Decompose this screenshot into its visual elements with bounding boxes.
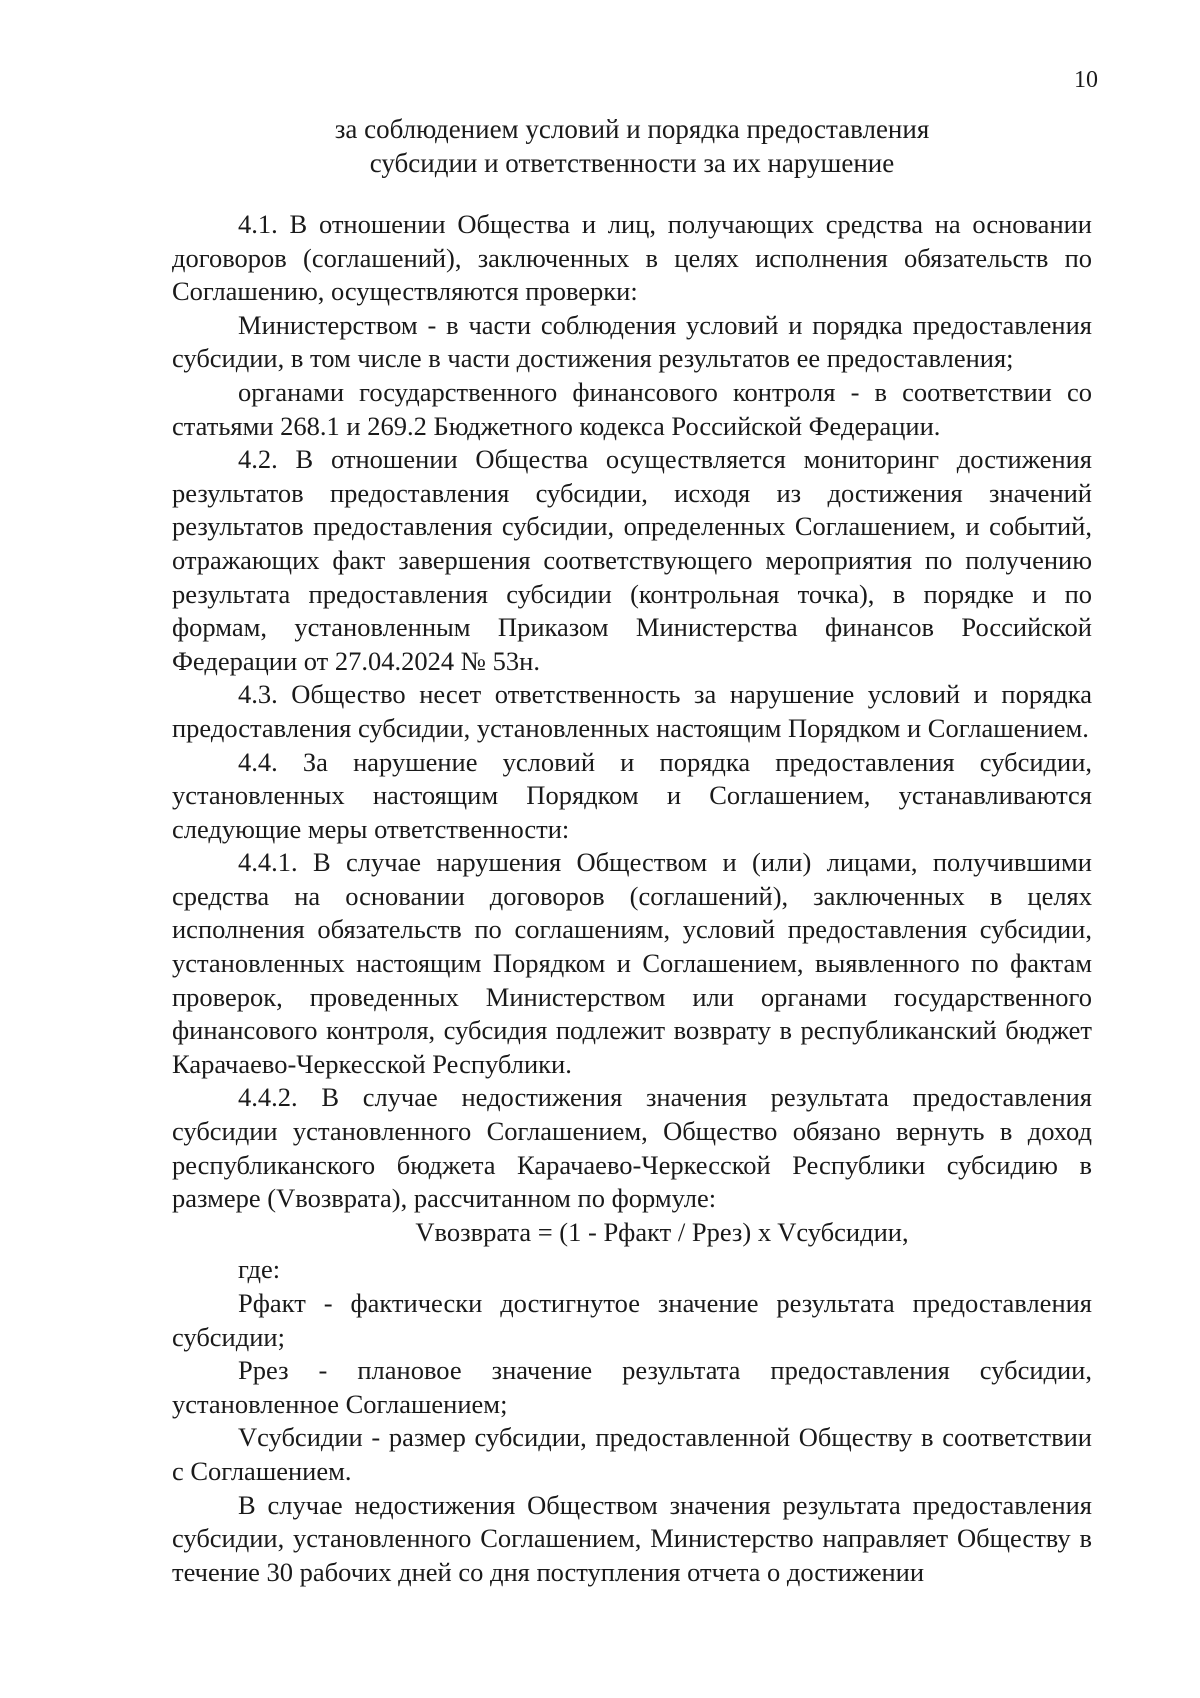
paragraph-4-4: 4.4. За нарушение условий и порядка предоставления субсидии, установленных настоящим Порядком и Соглашением, устанавливаются следующие меры ответственности: (172, 746, 1092, 844)
paragraph-4-4-2: 4.4.2. В случае недостижения значения результата предоставления субсидии установленного Соглашением, Общество обязано вернуть в доход республиканского бюджета Карачаево-Черкесской Республики субсидию в размере (Vвозврата), рассчитанном по формуле: (172, 1082, 1092, 1214)
document-body (172, 208, 1092, 1589)
definition-where: где: (238, 1254, 281, 1285)
paragraph-4-4-1: 4.4.1. В случае нарушения Обществом и (или) лицами, получившими средства на основании договоров (соглашений), заключенных в целях исполнения обязательств по соглашениям, условий предоставления субсидии, установленных настоящим Порядком и Соглашением, выявленного по фактам проверок, проведенных Министерством или органами государственного финансового контроля, субсидия подлежит возврату в республиканский бюджет Карачаево-Черкесской Республики. (172, 847, 1092, 1079)
paragraph-4-3: 4.3. Общество несет ответственность за нарушение условий и порядка предоставления субсидии, установленных настоящим Порядком и Соглашением. (172, 679, 1092, 743)
paragraph-financial-control: органами государственного финансового контроля - в соответствии со статьями 268.1 и 269.2 Бюджетного кодекса Российской Федерации. (172, 376, 1092, 441)
paragraph-nonachievement: В случае недостижения Обществом значения результата предоставления субсидии, установленного Соглашением, Министерство направляет Обществу в течение 30 рабочих дней со дня поступления отчета о достижении (172, 1489, 1092, 1587)
section-heading (172, 112, 1092, 180)
paragraph-4-1: 4.1. В отношении Общества и лиц, получающих средства на основании договоров (соглашений), заключенных в целях исполнения обязательств по Соглашению, осуществляются проверки: (172, 209, 1092, 307)
definition-vsubsidii: Vсубсидии - размер субсидии, предоставленной Обществу в соответствии с Соглашением. (172, 1422, 1092, 1486)
definition-rfakt: Рфакт - фактически достигнутое значение результата предоставления субсидии; (172, 1288, 1092, 1352)
definition-rrez: Ррез - плановое значение результата предоставления субсидии, установленное Соглашением; (172, 1355, 1092, 1419)
page-number: 10 (1074, 67, 1098, 93)
section-heading-line-1: за соблюдением условий и порядка предоставления (334, 114, 930, 144)
formula: Vвозврата = (1 - Рфакт / Ррез) x Vсубсидии, (415, 1216, 909, 1247)
section-heading-line-2: субсидии и ответственности за их нарушение (369, 148, 895, 178)
paragraph-4-2: 4.2. В отношении Общества осуществляется мониторинг достижения результатов предоставления субсидии, исходя из достижения значений результатов предоставления субсидии, определенных Соглашением, и событий, отражающих факт завершения соответствующего мероприятия по получению результата предоставления субсидии (контрольная точка), в порядке и по формам, установленным Приказом Министерства финансов Российской Федерации от 27.04.2024 № 53н. (172, 444, 1092, 676)
paragraph-ministry-check: Министерством - в части соблюдения условий и порядка предоставления субсидии, в том числе в части достижения результатов ее предоставления; (172, 309, 1092, 374)
